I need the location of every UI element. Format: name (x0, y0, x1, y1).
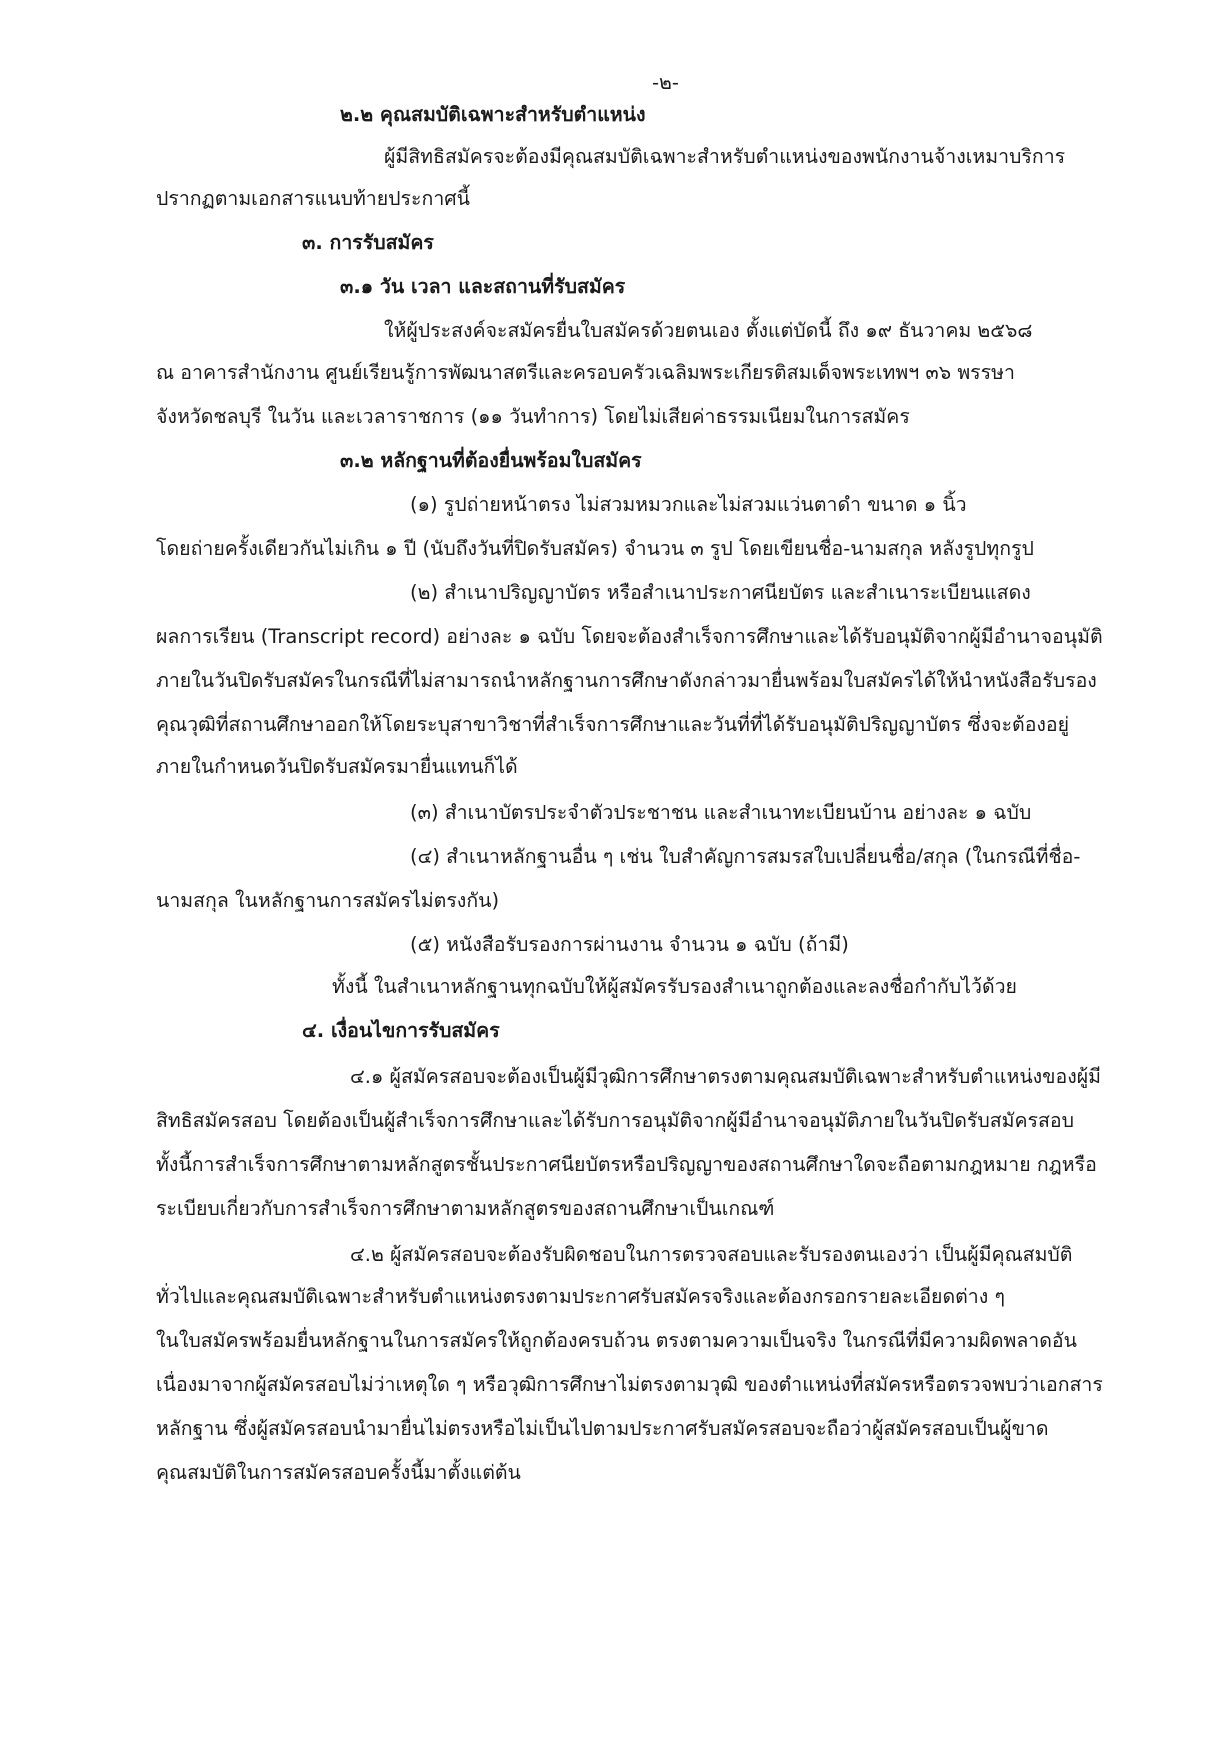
list-item: (๔) สำเนาหลักฐานอื่น ๆ เช่น ใบสำคัญการสมรสใบเปลี่ยนชื่อ/สกุล (ในกรณีที่ชื่อ- (410, 845, 1081, 868)
paragraph-line: ปรากฏตามเอกสารแนบท้ายประกาศนี้ (156, 187, 470, 210)
paragraph-line: โดยถ่ายครั้งเดียวกันไม่เกิน ๑ ปี (นับถึงวันที่ปิดรับสมัคร) จำนวน ๓ รูป โดยเขียนชื่อ-นามสกุล หลังรูปทุกรูป (156, 537, 1034, 560)
paragraph-line: ทั้งนี้การสำเร็จการศึกษาตามหลักสูตรชั้นประกาศนียบัตรหรือปริญญาของสถานศึกษาใดจะถือตามกฎหมาย กฎหรือ (156, 1153, 1097, 1176)
heading-2-2: ๒.๒ คุณสมบัติเฉพาะสำหรับตำแหน่ง (340, 103, 646, 126)
list-item: (๒) สำเนาปริญญาบัตร หรือสำเนาประกาศนียบัตร และสำเนาระเบียนแสดง (410, 581, 1031, 604)
paragraph-line: ๔.๑ ผู้สมัครสอบจะต้องเป็นผู้มีวุฒิการศึกษาตรงตามคุณสมบัติเฉพาะสำหรับตำแหน่งของผู้มี (350, 1065, 1102, 1088)
paragraph-line: ให้ผู้ประสงค์จะสมัครยื่นใบสมัครด้วยตนเอง ตั้งแต่บัดนี้ ถึง ๑๙ ธันวาคม ๒๕๖๘ (384, 319, 1033, 342)
paragraph-line: ณ อาคารสำนักงาน ศูนย์เรียนรู้การพัฒนาสตรีและครอบครัวเฉลิมพระเกียรติสมเด็จพระเทพฯ ๓๖ พรรษา (156, 361, 1015, 384)
list-item: (๑) รูปถ่ายหน้าตรง ไม่สวมหมวกและไม่สวมแว่นตาดำ ขนาด ๑ นิ้ว (410, 493, 967, 516)
heading-3: ๓. การรับสมัคร (302, 231, 434, 254)
paragraph-line: ภายในกำหนดวันปิดรับสมัครมายื่นแทนก็ได้ (156, 755, 518, 778)
paragraph-line: ผลการเรียน (Transcript record) อย่างละ ๑ ฉบับ โดยจะต้องสำเร็จการศึกษาและได้รับอนุมัติจากผู้มีอำนาจอนุมัติ (156, 625, 1103, 648)
paragraph-line: จังหวัดชลบุรี ในวัน และเวลาราชการ (๑๑ วันทำการ) โดยไม่เสียค่าธรรมเนียมในการสมัคร (156, 405, 910, 428)
paragraph-line: คุณวุฒิที่สถานศึกษาออกให้โดยระบุสาขาวิชาที่สำเร็จการศึกษาและวันที่ที่ได้รับอนุมัติปริญญาบัตร ซึ่งจะต้องอยู่ (156, 713, 1070, 736)
paragraph-line: สิทธิสมัครสอบ โดยต้องเป็นผู้สำเร็จการศึกษาและได้รับการอนุมัติจากผู้มีอำนาจอนุมัติภายในวันปิดรับสมัครสอบ (156, 1109, 1075, 1132)
paragraph-line: ระเบียบเกี่ยวกับการสำเร็จการศึกษาตามหลักสูตรของสถานศึกษาเป็นเกณฑ์ (156, 1197, 775, 1220)
paragraph-line: ภายในวันปิดรับสมัครในกรณีที่ไม่สามารถนำหลักฐานการศึกษาดังกล่าวมายื่นพร้อมใบสมัครได้ให้นำหนังสือรับรอง (156, 669, 1097, 692)
page-number: -๒- (652, 71, 679, 94)
heading-3-2: ๓.๒ หลักฐานที่ต้องยื่นพร้อมใบสมัคร (340, 449, 642, 472)
paragraph-line: เนื่องมาจากผู้สมัครสอบไม่ว่าเหตุใด ๆ หรือวุฒิการศึกษาไม่ตรงตามวุฒิ ของตำแหน่งที่สมัครหรือตรวจพบว่าเอกสาร (156, 1373, 1103, 1396)
paragraph-line: ทั้งนี้ ในสำเนาหลักฐานทุกฉบับให้ผู้สมัครรับรองสำเนาถูกต้องและลงชื่อกำกับไว้ด้วย (332, 975, 1017, 998)
heading-3-1: ๓.๑ วัน เวลา และสถานที่รับสมัคร (340, 275, 626, 298)
paragraph-line: ทั่วไปและคุณสมบัติเฉพาะสำหรับตำแหน่งตรงตามประกาศรับสมัครจริงและต้องกรอกรายละเอียดต่าง ๆ (156, 1285, 1005, 1308)
heading-4: ๔. เงื่อนไขการรับสมัคร (302, 1019, 500, 1042)
paragraph-line: คุณสมบัติในการสมัครสอบครั้งนี้มาตั้งแต่ต้น (156, 1461, 521, 1484)
paragraph-line: ๔.๒ ผู้สมัครสอบจะต้องรับผิดชอบในการตรวจสอบและรับรองตนเองว่า เป็นผู้มีคุณสมบัติ (350, 1243, 1073, 1266)
paragraph-line: นามสกุล ในหลักฐานการสมัครไม่ตรงกัน) (156, 889, 500, 912)
list-item: (๕) หนังสือรับรองการผ่านงาน จำนวน ๑ ฉบับ (ถ้ามี) (410, 933, 849, 956)
paragraph-line: ผู้มีสิทธิสมัครจะต้องมีคุณสมบัติเฉพาะสำหรับตำแหน่งของพนักงานจ้างเหมาบริการ (384, 145, 1066, 168)
paragraph-line: หลักฐาน ซึ่งผู้สมัครสอบนำมายื่นไม่ตรงหรือไม่เป็นไปตามประกาศรับสมัครสอบจะถือว่าผู้สมัครสอบเป็นผู้ขาด (156, 1417, 1049, 1440)
list-item: (๓) สำเนาบัตรประจำตัวประชาชน และสำเนาทะเบียนบ้าน อย่างละ ๑ ฉบับ (410, 801, 1032, 824)
paragraph-line: ในใบสมัครพร้อมยื่นหลักฐานในการสมัครให้ถูกต้องครบถ้วน ตรงตามความเป็นจริง ในกรณีที่มีความผิดพลาดอัน (156, 1329, 1077, 1352)
